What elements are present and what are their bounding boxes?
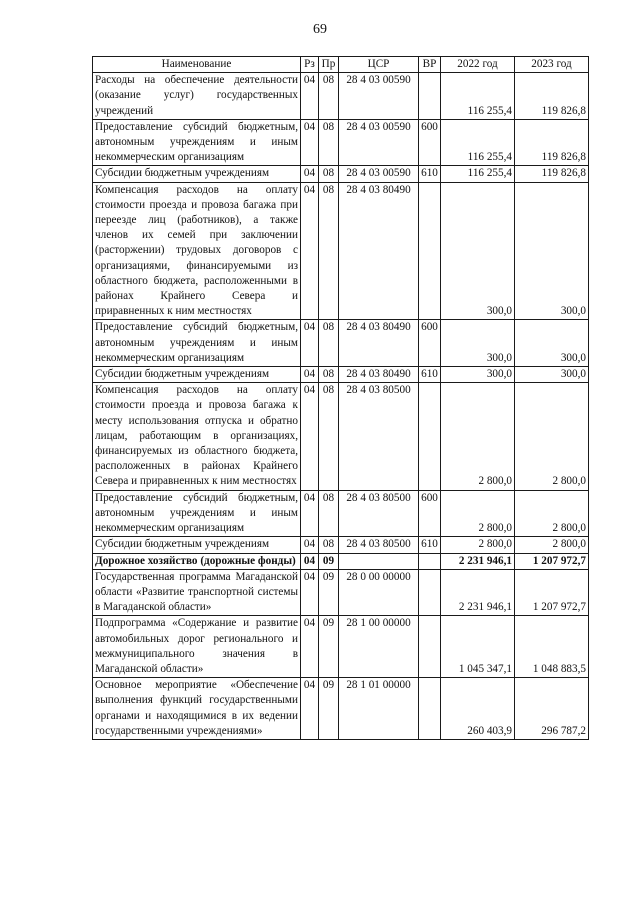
row-pr: 08: [319, 537, 339, 553]
row-pr: 08: [319, 383, 339, 490]
row-2023: 300,0: [515, 320, 589, 367]
col-header-rz: Рз: [301, 57, 319, 73]
table-row: [93, 73, 589, 120]
row-pr: 08: [319, 320, 339, 367]
row-2023: 296 787,2: [515, 678, 589, 740]
row-vr: [419, 73, 441, 120]
row-name: Государственная программа Магаданской области «Развитие транспортной системы в Магаданской области»: [93, 569, 301, 616]
row-name: Компенсация расходов на оплату стоимости проезда и провоза багажа при переезде лиц (работников), а также членов их семей при заключении (расторжении) трудовых договоров с организациями, финансируемыми из областного бюджета, расположенными в районах Крайнего Севера и приравненных к ним местностях: [93, 182, 301, 320]
row-rz: 04: [301, 320, 319, 367]
row-name: Основное мероприятие «Обеспечение выполнения функций государственными органами и находящимися в их ведении государственными учреждениями»: [93, 678, 301, 740]
row-vr: 600: [419, 119, 441, 166]
row-csr: 28 0 00 00000: [339, 569, 419, 616]
row-2022: 2 800,0: [441, 383, 515, 490]
page-number: 69: [313, 22, 327, 37]
row-vr: [419, 616, 441, 678]
row-2023: 300,0: [515, 367, 589, 383]
row-name: Предоставление субсидий бюджетным, автономным учреждениям и иным некоммерческим организациям: [93, 320, 301, 367]
row-rz: 04: [301, 490, 319, 537]
row-csr: 28 4 03 80490: [339, 182, 419, 320]
row-2023: 1 207 972,7: [515, 553, 589, 569]
row-2022: 2 231 946,1: [441, 553, 515, 569]
table-row: [93, 569, 589, 616]
row-pr: 09: [319, 569, 339, 616]
table-row: [93, 119, 589, 166]
col-header-vr: ВР: [419, 57, 441, 73]
col-header-2023: 2023 год: [515, 57, 589, 73]
row-pr: 08: [319, 182, 339, 320]
row-csr: 28 4 03 00590: [339, 73, 419, 120]
row-vr: [419, 553, 441, 569]
table-row: [93, 320, 589, 367]
row-2023: 1 207 972,7: [515, 569, 589, 616]
row-rz: 04: [301, 73, 319, 120]
row-vr: [419, 182, 441, 320]
row-csr: 28 4 03 00590: [339, 119, 419, 166]
row-csr: 28 4 03 80500: [339, 537, 419, 553]
row-2022: 300,0: [441, 320, 515, 367]
row-pr: 09: [319, 678, 339, 740]
row-csr: 28 4 03 80500: [339, 383, 419, 490]
row-rz: 04: [301, 166, 319, 182]
row-name: Подпрограмма «Содержание и развитие автомобильных дорог регионального и межмуниципального значения в Магаданской области»: [93, 616, 301, 678]
row-rz: 04: [301, 367, 319, 383]
row-2023: 300,0: [515, 182, 589, 320]
row-rz: 04: [301, 182, 319, 320]
row-2023: 119 826,8: [515, 119, 589, 166]
row-name: Расходы на обеспечение деятельности (оказание услуг) государственных учреждений: [93, 73, 301, 120]
row-vr: [419, 383, 441, 490]
row-2022: 2 231 946,1: [441, 569, 515, 616]
row-csr: 28 1 01 00000: [339, 678, 419, 740]
row-2022: 2 800,0: [441, 490, 515, 537]
row-rz: 04: [301, 537, 319, 553]
row-name: Предоставление субсидий бюджетным, автономным учреждениям и иным некоммерческим организациям: [93, 119, 301, 166]
row-2023: 119 826,8: [515, 166, 589, 182]
table-row: [93, 678, 589, 740]
row-rz: 04: [301, 553, 319, 569]
table-row-section: [93, 553, 589, 569]
row-name: Субсидии бюджетным учреждениям: [93, 537, 301, 553]
table-row: [93, 166, 589, 182]
row-2023: 2 800,0: [515, 537, 589, 553]
col-header-name: Наименование: [93, 57, 301, 73]
col-header-pr: Пр: [319, 57, 339, 73]
row-csr: 28 4 03 80490: [339, 320, 419, 367]
row-rz: 04: [301, 569, 319, 616]
row-name: Субсидии бюджетным учреждениям: [93, 166, 301, 182]
row-vr: 610: [419, 166, 441, 182]
row-rz: 04: [301, 383, 319, 490]
row-pr: 09: [319, 553, 339, 569]
row-2022: 2 800,0: [441, 537, 515, 553]
table-row: [93, 616, 589, 678]
row-pr: 08: [319, 73, 339, 120]
row-2022: 300,0: [441, 367, 515, 383]
row-pr: 09: [319, 616, 339, 678]
row-csr: 28 4 03 80490: [339, 367, 419, 383]
row-2023: 2 800,0: [515, 490, 589, 537]
row-csr: 28 1 00 00000: [339, 616, 419, 678]
row-2022: 1 045 347,1: [441, 616, 515, 678]
row-vr: 600: [419, 490, 441, 537]
row-2022: 116 255,4: [441, 73, 515, 120]
row-pr: 08: [319, 490, 339, 537]
row-vr: 610: [419, 367, 441, 383]
row-vr: [419, 678, 441, 740]
row-name: Дорожное хозяйство (дорожные фонды): [93, 553, 301, 569]
row-2023: 2 800,0: [515, 383, 589, 490]
row-2022: 260 403,9: [441, 678, 515, 740]
table-row: [93, 182, 589, 320]
row-2023: 1 048 883,5: [515, 616, 589, 678]
row-pr: 08: [319, 166, 339, 182]
row-2022: 116 255,4: [441, 119, 515, 166]
row-2022: 300,0: [441, 182, 515, 320]
row-csr: 28 4 03 00590: [339, 166, 419, 182]
row-2023: 119 826,8: [515, 73, 589, 120]
row-rz: 04: [301, 119, 319, 166]
row-name: Компенсация расходов на оплату стоимости проезда и провоза багажа к месту использования отпуска и обратно лицам, работающим в организациях, финансируемых из областного бюджета, расположенных в районах Крайнего Севера и приравненных к ним местностях: [93, 383, 301, 490]
table-row: [93, 383, 589, 490]
row-vr: [419, 569, 441, 616]
budget-table: [92, 56, 589, 740]
row-vr: 600: [419, 320, 441, 367]
row-pr: 08: [319, 367, 339, 383]
row-rz: 04: [301, 616, 319, 678]
row-name: Предоставление субсидий бюджетным, автономным учреждениям и иным некоммерческим организациям: [93, 490, 301, 537]
table-row: [93, 537, 589, 553]
row-vr: 610: [419, 537, 441, 553]
header-row: [93, 57, 589, 73]
row-2022: 116 255,4: [441, 166, 515, 182]
row-pr: 08: [319, 119, 339, 166]
row-rz: 04: [301, 678, 319, 740]
col-header-csr: ЦСР: [339, 57, 419, 73]
row-csr: 28 4 03 80500: [339, 490, 419, 537]
row-csr: [339, 553, 419, 569]
table-row: [93, 490, 589, 537]
col-header-2022: 2022 год: [441, 57, 515, 73]
row-name: Субсидии бюджетным учреждениям: [93, 367, 301, 383]
table-row: [93, 367, 589, 383]
